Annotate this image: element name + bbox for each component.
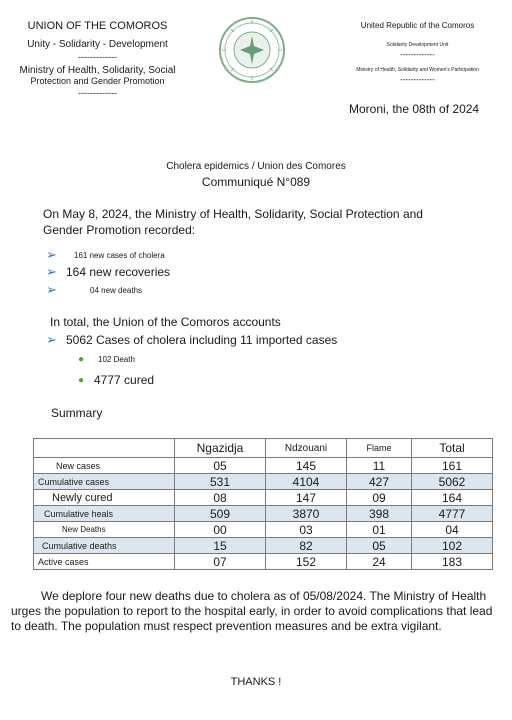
table-cell: 00 — [175, 522, 266, 538]
country-name-alt: United Republic of the Comoros — [360, 21, 475, 30]
divider: ------------- — [400, 75, 435, 84]
dot-bullet-icon: ● — [78, 354, 85, 365]
table-row — [34, 538, 493, 554]
list-item — [46, 264, 170, 280]
ministry-line-2: Protection and Gender Promotion — [30, 76, 165, 86]
table-cell: 509 — [175, 506, 266, 522]
table-cell: 102 — [412, 538, 493, 554]
table-cell: 145 — [266, 458, 347, 474]
table-cell: 82 — [266, 538, 347, 554]
table-cell: 24 — [347, 554, 412, 570]
divider: ------------- — [78, 88, 117, 98]
table-row — [34, 506, 493, 522]
table-cell: 04 — [412, 522, 493, 538]
total-intro: In total, the Union of the Comoros accounts — [50, 315, 281, 329]
dot-bullet-icon: ● — [78, 374, 85, 386]
header-left — [0, 20, 195, 98]
arrow-bullet-icon: ➢ — [46, 332, 57, 347]
table-cell: 3870 — [266, 506, 347, 522]
table-cell: 531 — [175, 474, 266, 490]
divider: ------------- — [400, 50, 435, 59]
row-label: Cumulative heals — [34, 506, 175, 522]
closing-paragraph — [11, 589, 493, 634]
thanks-note: THANKS ! — [230, 676, 282, 688]
table-row — [34, 474, 493, 490]
table-row — [34, 554, 493, 570]
summary-table — [33, 438, 493, 570]
table-cell: 398 — [347, 506, 412, 522]
table-cell: 05 — [347, 538, 412, 554]
table-cell: 09 — [347, 490, 412, 506]
arrow-bullet-icon: ➢ — [46, 282, 57, 297]
table-row — [34, 490, 493, 506]
table-cell: 164 — [412, 490, 493, 506]
header-right — [335, 21, 500, 84]
table-cell: 11 — [347, 458, 412, 474]
recorded-item: 161 new cases of cholera — [74, 250, 165, 260]
table-cell: 03 — [266, 522, 347, 538]
list-item — [46, 282, 142, 298]
list-item — [78, 373, 154, 387]
table-header: Ngazidja — [175, 439, 266, 458]
total-sub-item: 102 Death — [98, 355, 135, 364]
intro-paragraph: On May 8, 2024, the Ministry of Health, Solidarity, Social Protection and Gender Promotion recorded: — [43, 207, 423, 237]
row-label: Cumulative deaths — [34, 538, 175, 554]
table-row — [34, 522, 493, 538]
ministry-seal-icon — [218, 16, 286, 84]
closing-text: We deplore four new deaths due to cholera as of 05/08/2024. The Ministry of Health urges the population to report to the hospital early, in order to avoid complications that lead to death. The population must respect prevention measures and be extra vigilant. — [11, 589, 493, 633]
table-cell: 5062 — [412, 474, 493, 490]
table-cell: 183 — [412, 554, 493, 570]
table-cell: 152 — [266, 554, 347, 570]
table-header-row — [34, 439, 493, 458]
table-cell: 147 — [266, 490, 347, 506]
row-label: Active cases — [34, 554, 175, 570]
row-label: New Deaths — [34, 522, 175, 538]
row-label: New cases — [34, 458, 175, 474]
divider: ------------- — [78, 52, 117, 62]
total-line: 5062 Cases of cholera including 11 imported cases — [66, 333, 338, 347]
table-header — [34, 439, 175, 458]
recorded-item: 04 new deaths — [90, 285, 143, 295]
row-label: Newly cured — [34, 490, 175, 506]
list-item — [46, 247, 165, 263]
table-cell: 08 — [175, 490, 266, 506]
table-cell: 4104 — [266, 474, 347, 490]
arrow-bullet-icon: ➢ — [46, 264, 57, 279]
table-cell: 161 — [412, 458, 493, 474]
table-header: Ndzouani — [266, 439, 347, 458]
list-item — [78, 354, 135, 365]
total-sub-item: 4777 cured — [94, 373, 155, 387]
summary-label: Summary — [51, 406, 103, 420]
ministry-alt: Ministry of Health, Solidarity and Women's Participation — [356, 67, 479, 73]
communique-title: Cholera epidemics / Union des Comores — [166, 161, 346, 172]
table-cell: 07 — [175, 554, 266, 570]
table-cell: 01 — [347, 522, 412, 538]
country-name: UNION OF THE COMOROS — [27, 20, 168, 32]
table-cell: 15 — [175, 538, 266, 554]
motto: Unity - Solidarity - Development — [27, 39, 168, 50]
motto-alt: Solidarity Development Unit — [386, 42, 449, 48]
table-cell: 4777 — [412, 506, 493, 522]
row-label: Cumulative cases — [34, 474, 175, 490]
ministry-line-1: Ministry of Health, Solidarity, Social — [19, 65, 176, 76]
table-header: Flame — [347, 439, 412, 458]
list-item — [46, 332, 337, 348]
table-cell: 05 — [175, 458, 266, 474]
communique-number: Communiqué N°089 — [201, 175, 311, 189]
recorded-item: 164 new recoveries — [66, 265, 171, 279]
date-line: Moroni, the 08th of 2024 — [349, 102, 480, 116]
arrow-bullet-icon: ➢ — [46, 247, 57, 262]
table-cell: 427 — [347, 474, 412, 490]
table-row — [34, 458, 493, 474]
table-header: Total — [412, 439, 493, 458]
